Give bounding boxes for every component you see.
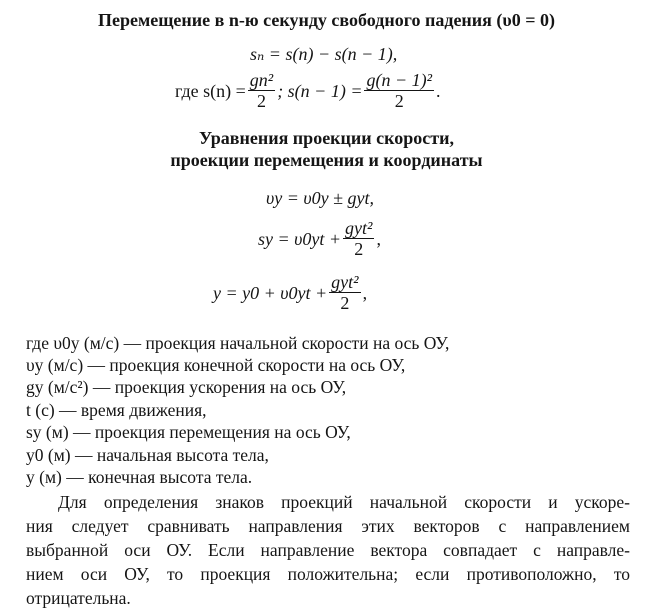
fraction-gyt2-over-2 — [329, 272, 360, 313]
fraction-numerator: g(n − 1)² — [366, 70, 432, 90]
section2-title-line1: Уравнения проекции скорости, — [199, 128, 454, 148]
equation-coordinate — [213, 272, 367, 313]
paragraph-line: Для определения знаков проекций начальной скорости и ускоре- — [58, 492, 630, 512]
paragraph-line: отрицательна. — [26, 588, 131, 608]
definition-time: t (с) — время движения, — [26, 400, 207, 420]
definition-displacement: sy (м) — проекция перемещения на ось ОУ, — [26, 422, 351, 442]
eq1-text: υy = υ0y ± gyt, — [266, 188, 375, 208]
mid-text: ; s(n − 1) = — [277, 80, 363, 101]
definition-final-height: y (м) — конечная высота тела. — [26, 467, 253, 487]
equation-displacement-projection — [258, 218, 381, 259]
eq3-left: y = y0 + υ0yt + — [213, 282, 328, 303]
fraction-g-n-minus-1-sq-over-2 — [364, 70, 434, 111]
fraction-denominator: 2 — [340, 293, 350, 313]
fraction-numerator: gn² — [249, 70, 274, 90]
section2-title-line2: проекции перемещения и координаты — [170, 150, 483, 170]
paragraph-line: нием оси ОУ, то проекция положительна; если противоположно, то — [26, 564, 630, 584]
eq3-tail: , — [362, 282, 368, 303]
formula-tail: . — [436, 80, 441, 101]
definition-initial-height: y0 (м) — начальная высота тела, — [26, 445, 269, 465]
fraction-numerator: gyt² — [345, 218, 373, 238]
formula-displacement-nth-second — [250, 44, 397, 64]
fraction-gyt2-over-2 — [343, 218, 374, 259]
eq2-tail: , — [376, 228, 381, 249]
formula-s-of-n — [175, 70, 441, 111]
where-prefix: где s(n) = — [175, 80, 246, 101]
eq2-left: sy = υ0yt + — [258, 228, 342, 249]
formula1-text: sₙ = s(n) − s(n − 1), — [250, 44, 398, 64]
fraction-denominator: 2 — [394, 91, 404, 111]
fraction-denominator: 2 — [354, 239, 364, 259]
fraction-denominator: 2 — [256, 91, 266, 111]
section1-title: Перемещение в n-ю секунду свободного падения (υ0 = 0) — [98, 10, 555, 30]
definition-final-velocity: υy (м/с) — проекция конечной скорости на ось ОУ, — [26, 355, 406, 375]
paragraph-line: ния следует сравнивать направления этих векторов с направлением — [26, 516, 630, 536]
fraction-numerator: gyt² — [331, 272, 359, 292]
explanation-paragraph — [26, 490, 630, 610]
equation-velocity-projection — [266, 188, 374, 208]
fraction-gn2-over-2 — [248, 70, 275, 111]
definition-acceleration: gy (м/с²) — проекция ускорения на ось ОУ, — [26, 377, 347, 397]
paragraph-line: выбранной оси ОУ. Если направление вектора совпадает с направле- — [26, 540, 630, 560]
definition-initial-velocity: где υ0y (м/с) — проекция начальной скорости на ось ОУ, — [26, 333, 450, 353]
